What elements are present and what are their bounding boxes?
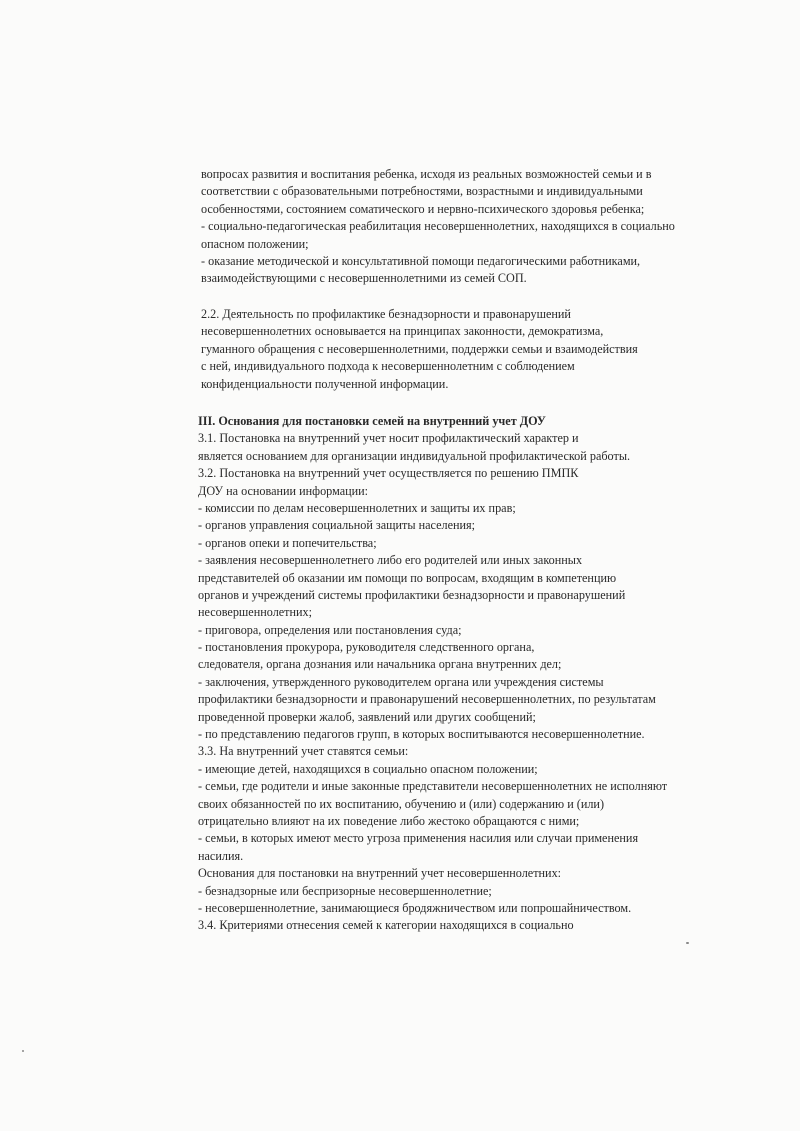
text-line: вопросах развития и воспитания ребенка, исходя из реальных возможностей семьи и в	[201, 167, 652, 181]
text-line: - семьи, в которых имеют место угроза применения насилия или случаи применения	[198, 831, 639, 846]
text-line: проведенной проверки жалоб, заявлений или других сообщений;	[198, 709, 536, 724]
text-line: - безнадзорные или беспризорные несовершеннолетние;	[198, 883, 492, 898]
text-line: 3.2. Постановка на внутренний учет осуществляется по решению ПМПК	[198, 466, 579, 481]
text-line: - имеющие детей, находящихся в социально опасном положении;	[198, 761, 538, 776]
text-line: опасном положении;	[201, 236, 309, 251]
text-line: 3.4. Критериями отнесения семей к категории находящихся в социально	[198, 918, 574, 933]
text-line: 2.2. Деятельность по профилактике безнадзорности и правонарушений	[201, 307, 571, 321]
text-line: своих обязанностей по их воспитанию, обучению и (или) содержанию и (или)	[198, 796, 605, 811]
text-line: 3.1. Постановка на внутренний учет носит профилактический характер и	[198, 431, 579, 446]
text-line: профилактики безнадзорности и правонарушений несовершеннолетних, по результатам	[198, 692, 656, 707]
text-line: ДОУ на основании информации:	[198, 483, 369, 498]
paragraph-2-2	[201, 306, 721, 393]
text-line: особенностями, состоянием соматического и нервно-психического здоровья ребенка;	[201, 201, 645, 216]
text-line: - оказание методической и консультативной помощи педагогическими работниками,	[201, 253, 641, 268]
text-line: конфиденциальности полученной информации.	[201, 376, 449, 391]
text-line: - органов управления социальной защиты населения;	[198, 518, 476, 533]
text-line: - комиссии по делам несовершеннолетних и защиты их прав;	[198, 500, 516, 515]
text-line: - приговора, определения или постановления суда;	[198, 622, 462, 637]
section-3	[198, 413, 718, 935]
text-line: следователя, органа дознания или начальника органа внутренних дел;	[198, 657, 562, 672]
text-line: - органов опеки и попечительства;	[198, 535, 377, 550]
text-line: Основания для постановки на внутренний учет несовершеннолетних:	[198, 866, 562, 881]
text-line: - постановления прокурора, руководителя следственного органа,	[198, 640, 535, 655]
text-line: - по представлению педагогов групп, в которых воспитываются несовершеннолетние.	[198, 727, 645, 742]
text-line: - социально-педагогическая реабилитация несовершеннолетних, находящихся в социально	[201, 219, 675, 234]
text-line: отрицательно влияют на их поведение либо жестоко обращаются с ними;	[198, 813, 580, 828]
section-3-heading: III. Основания для постановки семей на внутренний учет ДОУ	[198, 414, 546, 428]
text-line: органов и учреждений системы профилактики безнадзорности и правонарушений	[198, 587, 626, 602]
text-line: 3.3. На внутренний учет ставятся семьи:	[198, 744, 409, 759]
text-line: насилия.	[198, 848, 244, 863]
scan-speck	[22, 1050, 24, 1052]
text-line: - заключения, утвержденного руководителем органа или учреждения системы	[198, 674, 604, 689]
text-line: гуманного обращения с несовершеннолетними, поддержки семьи и взаимодействия	[201, 341, 638, 356]
text-line: с ней, индивидуального подхода к несовершеннолетним с соблюдением	[201, 359, 575, 374]
text-line: несовершеннолетних;	[198, 605, 313, 620]
paragraph-continuation	[201, 166, 721, 288]
text-line: несовершеннолетних основывается на принципах законности, демократизма,	[201, 324, 604, 339]
text-line: - заявления несовершеннолетнего либо его родителей или иных законных	[198, 553, 583, 568]
text-line: - семьи, где родители и иные законные представители несовершеннолетних не исполняют	[198, 779, 668, 794]
text-line: является основанием для организации индивидуальной профилактической работы.	[198, 448, 631, 463]
text-line: соответствии с образовательными потребностями, возрастными и индивидуальными	[201, 184, 643, 199]
text-line: взаимодействующими с несовершеннолетними из семей СОП.	[201, 271, 527, 286]
text-line: представителей об оказании им помощи по вопросам, входящим в компетенцию	[198, 570, 617, 585]
text-line: - несовершеннолетние, занимающиеся бродяжничеством или попрошайничеством.	[198, 900, 632, 915]
scan-speck	[686, 942, 689, 944]
